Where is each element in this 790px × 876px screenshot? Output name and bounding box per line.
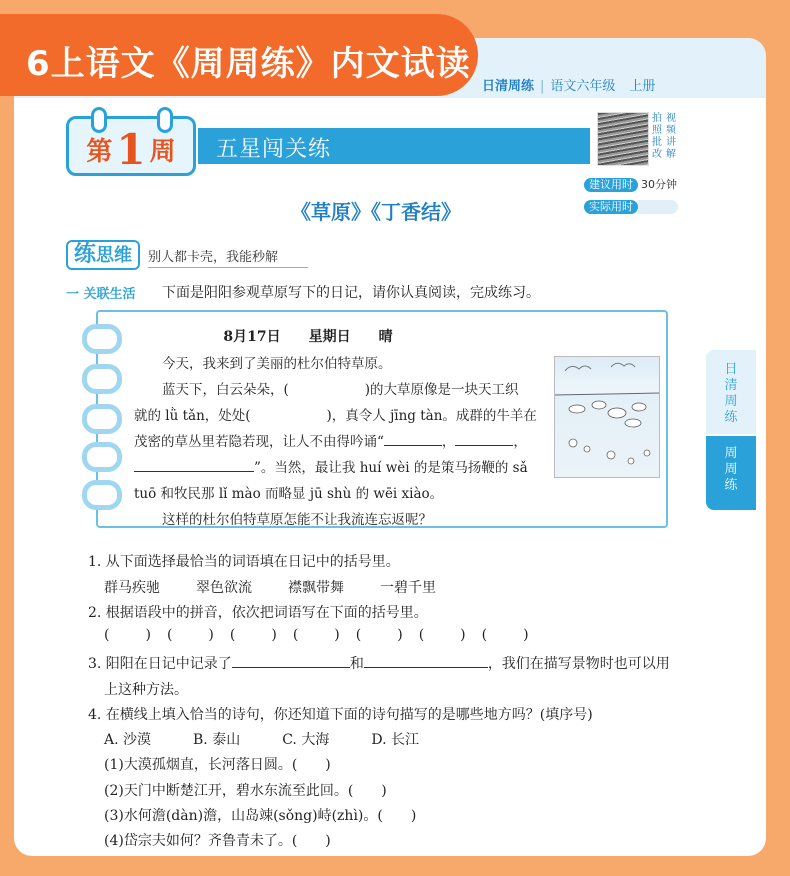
banner-title: 6上语文《周周练》内文试读 [26,44,471,84]
week-badge [66,116,196,176]
question-3: 3. 阳阳在日记中记录了 和 ，我们在描写景物时也可以用 [88,653,670,673]
suggested-time [584,176,677,190]
actual-time-label: 实际用时 [584,200,638,214]
question-3-continued: 上这种方法。 [104,682,188,698]
diary-line: ”。当然，最让我 huí wèi 的是策马扬鞭的 sǎ [134,456,528,476]
answer-paren[interactable]: ( ) [229,627,277,643]
diary-box [96,310,668,528]
question-4: 4. 在横线上填入恰当的诗句，你还知道下面的诗句描写的是哪些地方吗？(填序号) [88,707,593,723]
choice-option: C. 大海 [282,732,330,748]
answer-paren[interactable]: ( ) [418,627,466,643]
word-option: 一碧千里 [380,580,436,596]
question-1-options [104,577,472,597]
tab-weekly[interactable]: 周周练 [706,436,756,510]
answer-line[interactable] [364,653,488,668]
diary-line: 就的 lǜ tǎn，处处( )，真令人 jīng tàn。成群的牛羊在 [134,408,537,424]
week-title-bar [198,128,590,164]
diary-line: 这样的杜尔伯特草原怎能不让我流连忘返呢？ [162,512,432,528]
week-suffix: 周 [149,137,176,167]
diary-blank[interactable] [455,445,513,446]
practice-tag-big: 练 [74,242,97,267]
practice-motto: 别人都卡壳，我能秒解 [148,246,308,268]
qr-code-icon[interactable] [597,112,649,166]
grassland-drawing [555,357,659,477]
word-option: 群马疾驰 [104,580,160,596]
grassland-illustration [554,356,660,478]
practice-header [66,240,308,270]
answer-paren[interactable]: ( ) [355,627,403,643]
question-4-choices [104,729,461,749]
notebook-coil-icon [82,442,122,472]
qr-label-video: 视频讲解 [666,113,676,160]
suggested-time-value: 30分钟 [641,178,677,191]
question-2: 2. 根据语段中的拼音，依次把词语写在下面的括号里。 [88,605,428,621]
week-number: 1 [116,125,146,174]
poem-item: (3)水何澹(dàn)澹，山岛竦(sǒng)峙(zhì)。( ) [104,808,417,824]
answer-line[interactable] [232,653,350,668]
question-2-answers [104,627,545,643]
diary-line: tuō 和牧民那 lǐ mào 而略显 jū shù 的 wēi xiào。 [134,486,444,502]
section-intro: 下面是阳阳参观草原写下的日记，请你认真阅读，完成练习。 [162,285,540,301]
answer-paren[interactable]: ( ) [292,627,340,643]
answer-paren[interactable]: ( ) [104,627,151,643]
poem-item: (1)大漠孤烟直，长河落日圆。( ) [104,757,331,773]
series-name: 日清周练 [482,79,535,94]
diary-blank[interactable] [384,445,442,446]
preview-banner [0,14,478,96]
word-option: 翠色欲流 [196,580,252,596]
tab-daily[interactable]: 日清周练 [706,350,756,434]
poem-item: (2)天门中断楚江开，碧水东流至此回。( ) [104,783,387,799]
section-label: 一 关联生活 [66,287,136,302]
week-title: 五星闯关练 [216,137,332,162]
diary-blank[interactable] [134,471,254,472]
diary-date: 8月17日 星期日 晴 [223,329,393,345]
word-option: 襟飘带舞 [288,580,344,596]
question-1: 1. 从下面选择最恰当的词语填在日记中的括号里。 [88,554,400,570]
choice-option: A. 沙漠 [104,732,152,748]
choice-option: B. 泰山 [193,732,241,748]
diary-line: 茂密的草丛里若隐若现，让人不由得吟诵“ ， ， [134,434,527,450]
notebook-coil-icon [82,364,122,394]
choice-option: D. 长江 [371,732,419,748]
series-header: 日清周练 | 语文六年级 上册 [482,79,656,94]
week-prefix: 第 [86,137,113,167]
side-tabs [706,350,756,510]
notebook-coil-icon [82,480,122,510]
suggested-time-label: 建议用时 [584,178,638,192]
answer-paren[interactable]: ( ) [481,627,529,643]
qr-label-grading: 拍照批改 [652,113,662,160]
lesson-title: 《草原》《丁香结》 [291,200,461,224]
diary-line: 蓝天下，白云朵朵，( )的大草原像是一块天工织 [162,382,519,398]
volume-label: 上册 [629,79,656,94]
poem-item: (4)岱宗夫如何？齐鲁青未了。( ) [104,833,331,849]
diary-line: 今天，我来到了美丽的杜尔伯特草原。 [162,356,392,372]
week-number-label [69,125,193,174]
practice-tag-rest: 思维 [96,245,133,266]
practice-tag [66,240,140,270]
qr-label [650,113,678,161]
answer-paren[interactable]: ( ) [166,627,214,643]
subject-grade: 语文六年级 [550,79,616,94]
notebook-coil-icon [82,404,122,434]
